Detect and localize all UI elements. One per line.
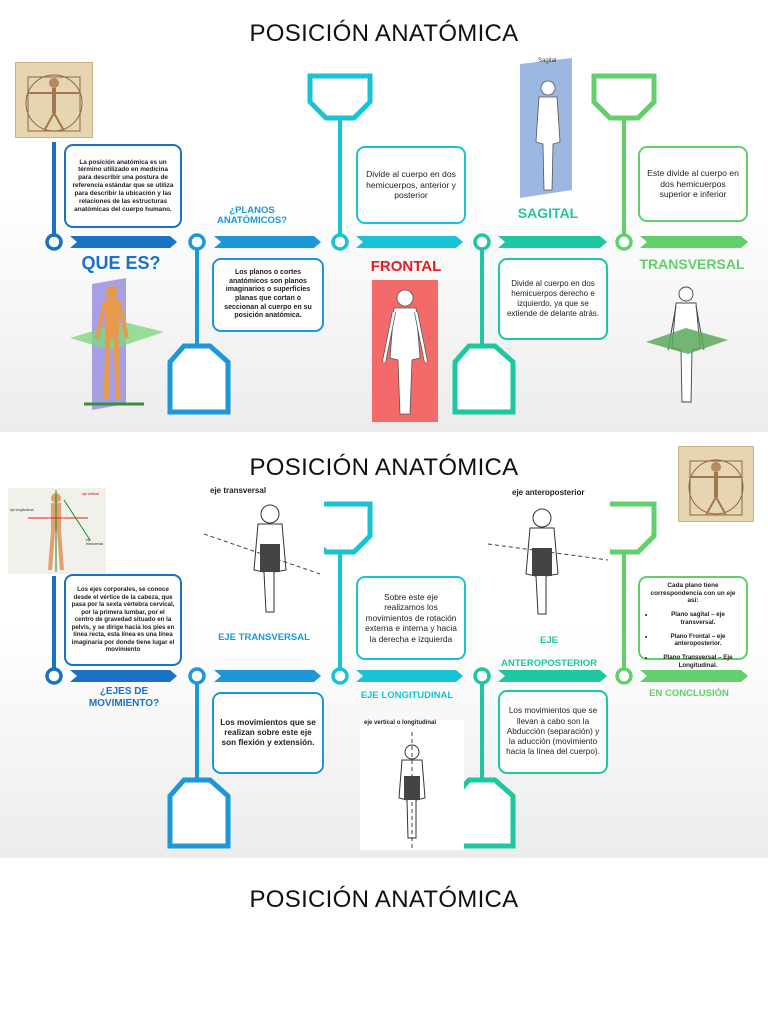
slide-3: [0, 858, 768, 1024]
frontal-figure: [372, 280, 438, 422]
timeline-arrow-4: [498, 236, 607, 248]
vitruvian-man-image: [15, 62, 93, 138]
transversal-label: TRANSVERSAL: [639, 256, 745, 272]
transversal-box: Los movimientos que se realizan sobre este eje son flexión y extensión.: [212, 692, 324, 774]
eje-anteroposterior-caption: eje anteroposterior: [512, 488, 585, 497]
longitudinal-box: Sobre este eje realizamos los movimientos de rotación externa e interna y hacia la derecha e izquierda: [356, 576, 466, 660]
conclusion-label: EN CONCLUSIÓN: [649, 688, 729, 699]
transversal-plane-image: [642, 284, 732, 408]
anteroposterior-box: Los movimientos que se llevan a cabo son la Abducción (separación) y la aducción (movimiento hacia la línea del cuerpo).: [498, 690, 608, 774]
hex-cap-2: [170, 346, 228, 412]
timeline-node-5: [617, 235, 631, 249]
timeline-node-3: [333, 235, 347, 249]
body-axes-drawing: [8, 488, 106, 574]
timeline-arrow-4: [498, 670, 607, 682]
eje-anteroposterior-image: [486, 484, 610, 626]
timeline-arrow-3: [356, 670, 463, 682]
sagital-image-caption: Sagital: [538, 58, 557, 64]
body-planes-drawing: [64, 276, 168, 416]
timeline-arrow-3: [356, 236, 463, 248]
hex-cap-3: [310, 76, 370, 118]
timeline-arrow-2: [214, 670, 321, 682]
sagital-plane-image: [516, 58, 574, 200]
timeline-node-4: [475, 235, 489, 249]
timeline-node-2: [190, 235, 204, 249]
eje-longitudinal-caption: eje vertical o longitudinal: [364, 720, 437, 726]
vitruvian-man-image: [678, 446, 754, 522]
slide-title: POSICIÓN ANATÓMICA: [249, 886, 519, 913]
timeline-node-4: [475, 669, 489, 683]
timeline-arrow-1: [70, 670, 177, 682]
vitruvian-drawing: [679, 447, 753, 521]
timeline-arrows: [70, 670, 748, 682]
axis-label-longitudinal: eje longitudinal: [10, 508, 34, 512]
planos-box: Los planos o cortes anatómicos son planos imaginarios o superficies planas que cortan o seccionan al cuerpo en su posición anatómica.: [212, 258, 324, 332]
ejes-label: ¿EJES DE MOVIMIENTO?: [88, 686, 160, 709]
frontal-label: FRONTAL: [370, 258, 442, 275]
eje-transversal-label: EJE TRANSVERSAL: [218, 632, 310, 643]
timeline-arrow-5: [640, 670, 748, 682]
frontal-box: Divide al cuerpo en dos hemicuerpos, anterior y posterior: [356, 146, 466, 224]
conclusion-intro: Cada plano tiene correspondencia con un eje así:: [650, 582, 736, 605]
sagital-box: Divide al cuerpo en dos hemicuerpos derecho e izquierdo, ya que se extiende de delante atrás.: [498, 258, 608, 340]
timeline-arrow-5: [640, 236, 748, 248]
hex-cap-4: [455, 346, 513, 412]
conclusion-box: [638, 576, 748, 669]
hex-cap-2: [170, 780, 228, 846]
sagital-label: SAGITAL: [517, 205, 579, 221]
eje-anteroposterior-figure: [486, 484, 610, 626]
timeline-node-2: [190, 669, 204, 683]
timeline-node-1: [47, 669, 61, 683]
body-planes-image: [64, 276, 168, 416]
conclusion-list: [645, 611, 741, 670]
definition-box: La posición anatómica es un término utilizado en medicina para describir una postura de referencia estándar que se utiliza para describir la ubicación y las relaciones de las estructuras anatómicas del cuerpo humano.: [64, 144, 182, 228]
timeline-arrow-2: [214, 236, 321, 248]
timeline-node-5: [617, 669, 631, 683]
eje-transversal-caption: eje transversal: [210, 486, 267, 495]
planos-label: ¿PLANOS ANATÓMICOS?: [216, 205, 287, 227]
slide-ejes-movimiento: [0, 434, 768, 858]
transversal-figure: [642, 284, 732, 408]
frontal-plane-image: [372, 280, 438, 422]
body-axes-image: [8, 488, 106, 574]
transversal-box: Este divide al cuerpo en dos hemicuerpos superior e inferior: [638, 146, 748, 222]
slide-planos-anatomicos: [0, 0, 768, 432]
eje-anteroposterior-label: EJE ANTEROPOSTERIOR: [500, 635, 598, 669]
sagital-figure: [516, 58, 574, 200]
que-es-label: QUE ES?: [81, 253, 161, 273]
vitruvian-drawing: [16, 63, 92, 137]
timeline-arrows: [70, 236, 748, 248]
timeline-node-1: [47, 235, 61, 249]
conclusion-item: • Plano Transversal – Eje Longitudinal.: [655, 654, 741, 670]
slide-title: POSICIÓN ANATÓMICA: [249, 20, 519, 47]
eje-longitudinal-image: [360, 720, 464, 850]
eje-longitudinal-label: EJE LONGITUDINAL: [360, 690, 454, 701]
timeline-node-3: [333, 669, 347, 683]
eje-longitudinal-figure: [360, 720, 464, 850]
eje-transversal-figure: [200, 484, 324, 626]
conclusion-item: • Plano sagital – eje transversal.: [655, 611, 741, 627]
timeline-arrow-1: [70, 236, 177, 248]
ejes-box: Los ejes corporales, se conoce desde el vértice de la cabeza, que pasa por la sexta vértebra cervical, por la primera lumbar, por el centro de gravedad situado en la pelvis, y se dirige hacia los pies en línea recta, esta línea es una línea imaginaria por donde tiene lugar el movimiento: [64, 574, 182, 666]
axis-label-transversal: eje transversal: [86, 538, 104, 546]
axis-label-vertical: eje vertical: [82, 492, 99, 496]
hex-cap-5: [594, 76, 654, 118]
slide-title: POSICIÓN ANATÓMICA: [249, 454, 519, 481]
conclusion-item: • Plano Frontal – eje anteroposterior.: [655, 633, 741, 649]
eje-transversal-image: [200, 484, 324, 626]
